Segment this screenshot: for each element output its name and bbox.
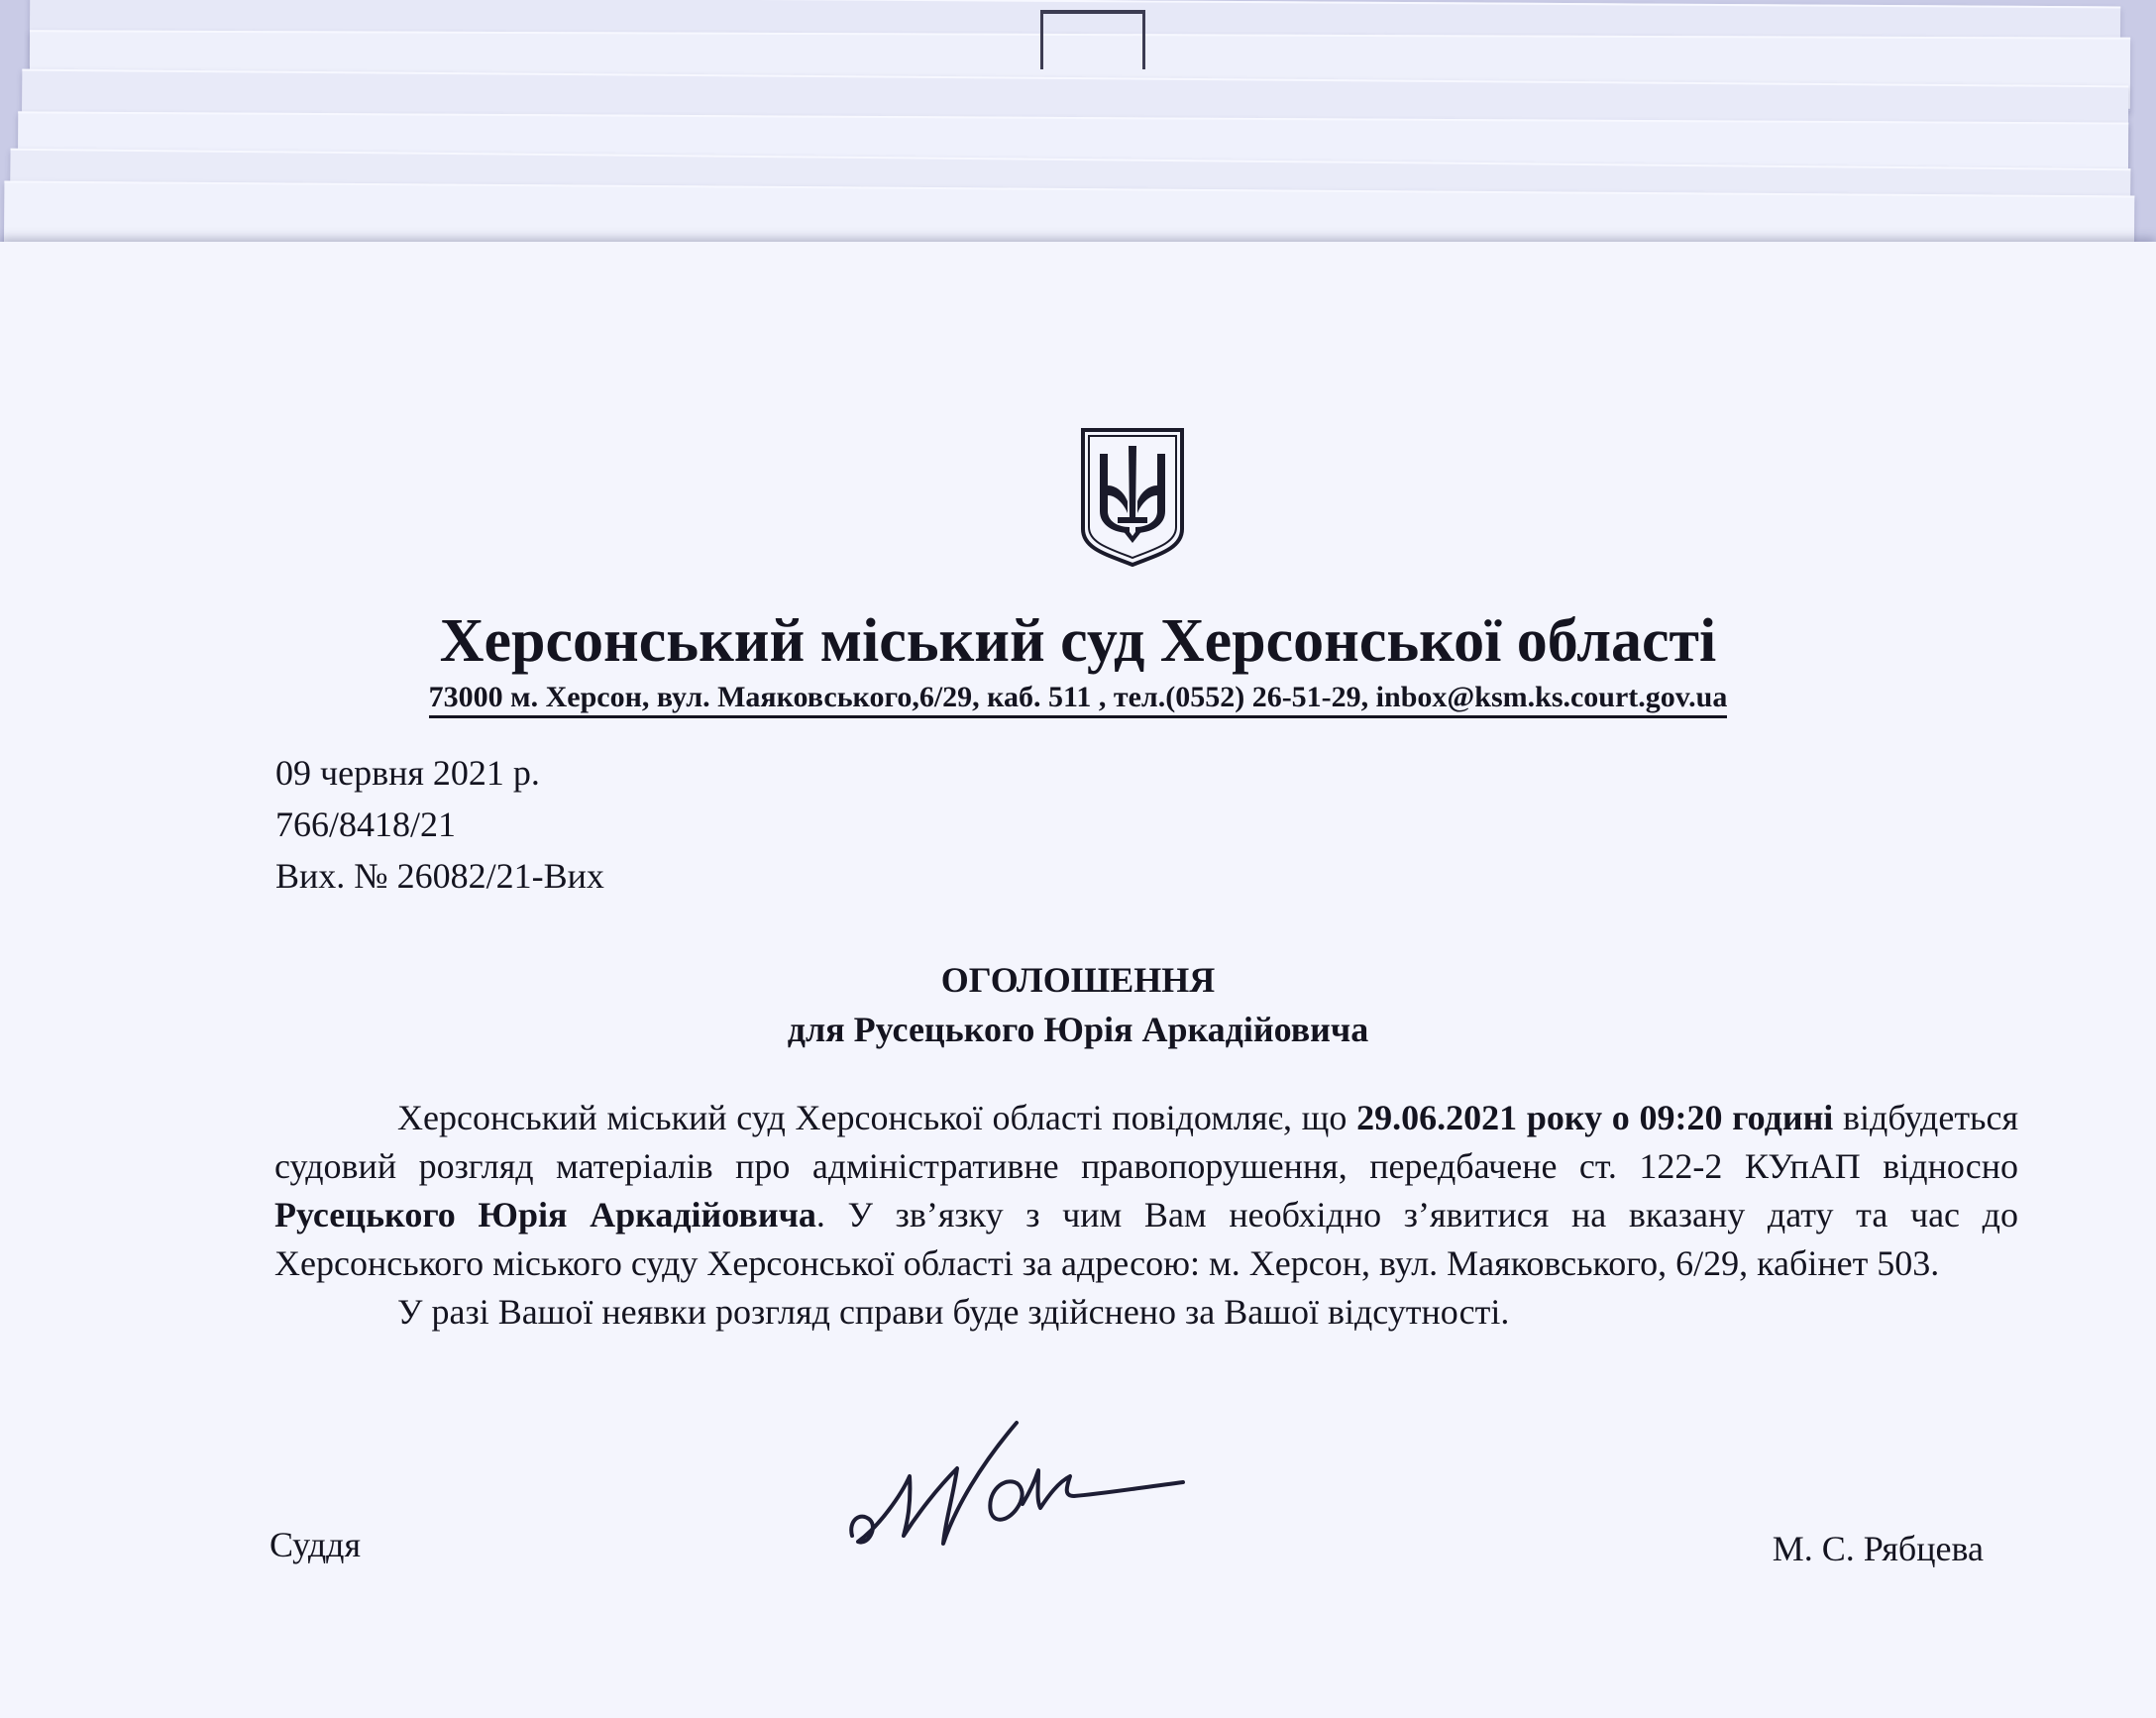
notice-recipient: для Русецького Юрія Аркадійовича [787, 1010, 1369, 1049]
defendant-name: Русецького Юрія Аркадійовича [274, 1195, 816, 1235]
hearing-datetime: 29.06.2021 року о 09:20 годині [1356, 1098, 1834, 1137]
case-number: 766/8418/21 [275, 805, 457, 844]
notice-paragraph: У разі Вашої неявки розгляд справи буде здійснено за Вашої відсутності. [397, 1292, 1510, 1332]
notice-title: ОГОЛОШЕННЯ [940, 960, 1216, 1000]
court-name: Херсонський міський суд Херсонської області [439, 607, 1717, 675]
handwritten-signature [840, 1417, 1197, 1565]
notice-heading-block [0, 955, 2156, 1054]
outgoing-number: Вих. № 26082/21-Вих [275, 856, 604, 896]
document-page [0, 242, 2156, 1718]
notice-text: відбудеться судовий розгляд матеріалів про адміністративне правопорушення, передбачене ст. 122-2 КУпАП відносно [274, 1098, 2018, 1186]
court-address-text: 73000 м. Херсон, вул. Маяковського,6/29, каб. 511 , тел.(0552) 26-51-29, inbox@ksm.ks.court.gov.ua [429, 681, 1728, 718]
judge-title: Суддя [270, 1525, 362, 1564]
document-date: 09 червня 2021 р. [275, 753, 540, 793]
background-crest-edge [1040, 10, 1145, 69]
notice-text: Херсонський міський суд Херсонської області повідомляє, що [397, 1098, 1357, 1137]
notice-text: . У зв’язку з чим Вам необхідно з’явитися на вказану дату та час до Херсонського міського суду Херсонської області за адресою: м. Херсон, вул. Маяковського, 6/29, кабінет 503. [274, 1195, 2018, 1283]
notice-body [274, 1094, 2018, 1337]
judge-name: М. С. Рябцева [1772, 1529, 1984, 1568]
ukraine-trident-icon [1078, 426, 1187, 567]
court-address [0, 680, 2156, 715]
document-meta [275, 747, 604, 902]
notice-paragraph [274, 1094, 2018, 1288]
